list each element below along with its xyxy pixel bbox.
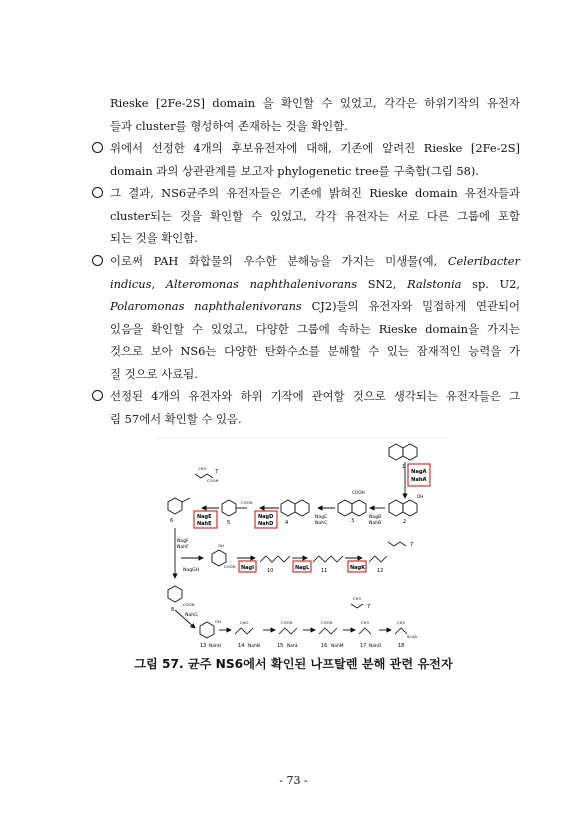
gene-label: NagGH: [183, 568, 200, 573]
group-label: COOH: [224, 564, 236, 569]
compound-2: [389, 500, 417, 516]
gene-label: NagF: [177, 539, 189, 544]
gene-label: NagE: [197, 514, 212, 520]
species-name: indicus,: [110, 276, 156, 291]
compound-10: [260, 556, 290, 562]
gene-label: NahC: [315, 521, 328, 526]
group-label: SCoA: [407, 634, 417, 639]
text-line: [110, 295, 520, 318]
compound-number: 15: [277, 643, 284, 649]
compound-number: 18: [398, 643, 405, 649]
compound-1-naphthalene: [389, 444, 417, 460]
text-line: [110, 250, 520, 273]
species-name: Ralstonia: [407, 276, 462, 291]
gene-label: NahF: [177, 545, 189, 550]
species-name: Polaromonas naphthalenivorans: [110, 299, 302, 313]
text-line: 그 결과, NS6균주의 유전자들은 기존에 밝혀진 Rieske domain 유전자들과: [110, 186, 520, 200]
group-label: CH3: [198, 466, 206, 471]
gene-label: NahG: [185, 613, 198, 618]
compound-3: [338, 500, 366, 516]
paragraph-continued: [110, 92, 520, 137]
bullet-paragraph-1: [110, 137, 520, 182]
text-line: Rieske [2Fe-2S] domain 을 확인할 수 있었고, 각각은 하위기작의 유전자: [110, 96, 520, 110]
pathway-diagram: [155, 438, 448, 653]
text-line: 들과 cluster를 형성하여 존재하는 것을 확인함.: [110, 118, 348, 133]
group-label: COOH: [321, 620, 333, 625]
text-line: cluster되는 것을 확인할 수 있었고, 각각 유전자는 서로 다른 그룹에 포함: [110, 208, 520, 223]
group-label: COOH: [352, 490, 365, 495]
text-line: 선정된 4개의 유전자와 하위 기작에 관여할 것으로 생각되는 유전자들은 그: [110, 389, 520, 403]
compound-number: 12: [377, 568, 384, 574]
gene-label: NagB: [369, 515, 382, 520]
gene-label: NahE: [197, 521, 212, 527]
gene-label: NahL: [287, 644, 299, 649]
gene-label: NagL: [295, 565, 310, 571]
gene-label: NahO: [369, 644, 382, 649]
group-label: COOH: [281, 620, 293, 625]
species-name: Celeribacter: [447, 254, 520, 268]
gene-label: NahH: [209, 644, 222, 649]
gene-label: NagA: [411, 469, 427, 475]
page-number: - 73 -: [279, 774, 308, 787]
compound-6: [168, 498, 190, 514]
compound-7-branch: [388, 542, 406, 546]
compound-number: 5: [227, 520, 231, 526]
group-label: COOH: [183, 602, 195, 607]
text-line: 림 57에서 확인할 수 있음.: [110, 411, 242, 426]
bullet-circle-icon: [92, 390, 103, 401]
group-label: COOH: [207, 478, 219, 483]
gene-label: NagC: [315, 515, 328, 520]
compound-number: 7: [215, 469, 219, 475]
text-run: CJ2)들의 유전자와 밀접하게 연관되어: [301, 299, 520, 313]
compound-16: [319, 628, 337, 634]
compound-number: 16: [321, 643, 328, 649]
figure-caption: 그림 57. 균주 NS6에서 확인된 나프탈렌 분해 관련 유전자: [134, 657, 453, 671]
gene-label: NahM: [331, 644, 344, 649]
group-label: CH3: [353, 596, 361, 601]
group-label: CH3: [361, 620, 369, 625]
text-line: 있음을 확인할 수 있었고, 다양한 그룹에 속하는 Rieske domain을 가지는: [110, 321, 520, 336]
compound-7-bottom: [351, 604, 363, 608]
gene-label: NahA: [411, 477, 427, 483]
gene-label: NahB: [369, 521, 382, 526]
bullet-paragraph-4: [110, 385, 520, 430]
text-line: 되는 것을 확인함.: [110, 231, 198, 245]
compound-4: [281, 500, 309, 516]
bullet-circle-icon: [92, 142, 103, 153]
text-line: 위에서 선정한 4개의 후보유전자에 대해, 기존에 알려진 Rieske [2Fe-2S]: [110, 141, 520, 155]
compound-18: [395, 628, 407, 634]
gene-label: NagK: [350, 565, 366, 571]
bullet-paragraph-3: [110, 250, 520, 385]
compound-number: 13: [200, 643, 207, 649]
compound-8: [168, 586, 182, 602]
compound-number: 8: [171, 607, 175, 613]
gene-label: NahD: [258, 521, 274, 527]
compound-number: 4: [285, 520, 289, 526]
group-label: CHO: [240, 620, 249, 625]
compound-number: 7: [367, 604, 371, 610]
compound-12: [369, 556, 387, 562]
bullet-circle-icon: [92, 187, 103, 198]
species-name: Alteromonas naphthalenivorans: [165, 276, 358, 291]
bullet-paragraph-2: [110, 182, 520, 250]
group-label: OH: [218, 543, 224, 548]
compound-number: 14: [238, 643, 245, 649]
text-run: sp. U2,: [461, 276, 520, 291]
group-label: COOH: [241, 500, 253, 505]
compound-number: 17: [360, 643, 367, 649]
text-run: SN2,: [357, 276, 408, 291]
compound-13: [200, 622, 214, 638]
gene-label: NagD: [258, 514, 274, 520]
gene-label: NagI: [241, 565, 254, 571]
group-label: OH: [215, 619, 221, 624]
text-line: [110, 273, 520, 296]
compound-number: 11: [321, 568, 328, 574]
compound-17: [359, 628, 371, 634]
compound-number: 6: [170, 518, 174, 524]
text-line: domain 과의 상관관계를 보고자 phylogenetic tree를 구축함(그림 58).: [110, 163, 479, 178]
compound-number: 2: [403, 519, 407, 525]
bullet-circle-icon: [92, 255, 103, 266]
compound-number: 3: [351, 518, 355, 524]
naphthalene-pathway-figure: [155, 438, 448, 653]
compound-15: [279, 628, 297, 634]
compound-number: 7: [410, 542, 414, 548]
text-line: 질 것으로 사료됨.: [110, 366, 198, 381]
group-label: CH3: [397, 620, 405, 625]
compound-14: [235, 628, 253, 634]
compound-number: 1: [402, 464, 406, 470]
compound-number: 10: [267, 568, 274, 574]
compound-11: [313, 556, 343, 562]
text-line: 것으로 보아 NS6는 다양한 탄화수소를 분해할 수 있는 잠재적인 능력을 가: [110, 344, 520, 358]
group-label: OH: [417, 494, 424, 499]
text-run: 이로써 PAH 화합물의 우수한 분해능을 가지는 미생물(예,: [110, 254, 448, 268]
gene-label: NahN: [248, 644, 261, 649]
